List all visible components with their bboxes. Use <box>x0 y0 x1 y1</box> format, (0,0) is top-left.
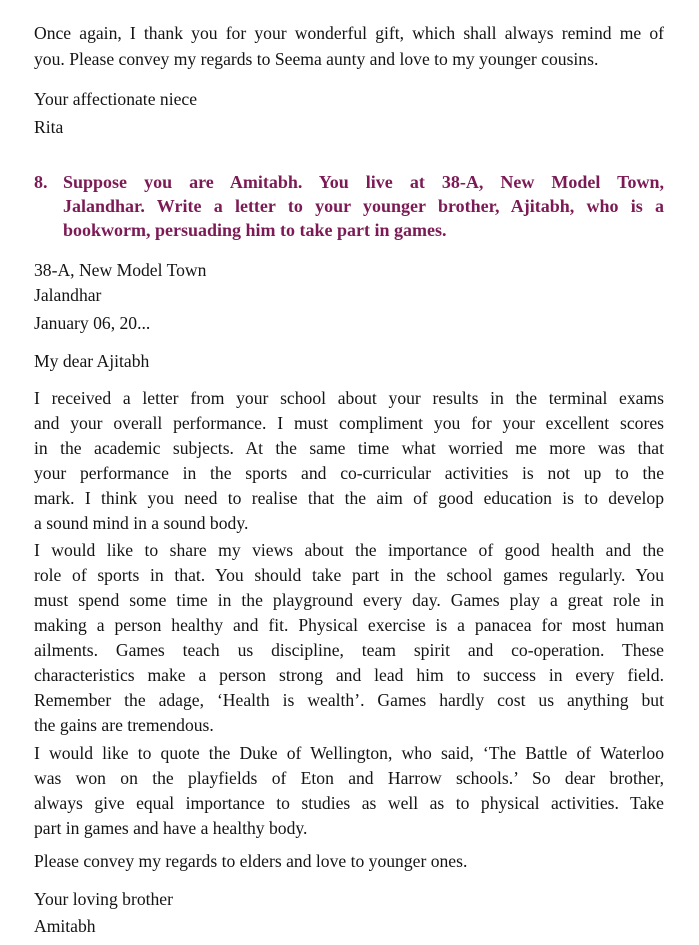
text-line: a sound mind in a sound body. <box>34 513 249 533</box>
text-line: Once again, I thank you for your wonderful gift, which shall always remind me of <box>34 23 664 43</box>
text-line: characteristics make a person strong and lead him to success in every field. <box>34 665 664 685</box>
question-line: bookworm, persuading him to take part in games. <box>63 220 447 240</box>
text-line: ailments. Games teach us discipline, team spirit and co-operation. These <box>34 640 664 660</box>
sender-address-line: Jalandhar <box>34 285 102 305</box>
text-line: I received a letter from your school about your results in the terminal exams <box>34 388 664 408</box>
text-line: and your overall performance. I must compliment you for your excellent scores <box>34 413 664 433</box>
text-line: always give equal importance to studies as well as to physical activities. Take <box>34 793 664 813</box>
text-line: you. Please convey my regards to Seema aunty and love to my younger cousins. <box>34 49 599 69</box>
question-number: 8. <box>34 172 48 192</box>
question-line: Suppose you are Amitabh. You live at 38-A, New Model Town, <box>63 172 664 192</box>
letter-paragraph-4: Please convey my regards to elders and love to younger ones. <box>34 851 468 871</box>
text-line: Remember the adage, ‘Health is wealth’. Games hardly cost us anything but <box>34 690 664 710</box>
text-line: I would like to quote the Duke of Wellington, who said, ‘The Battle of Waterloo <box>34 743 664 763</box>
text-line: mark. I think you need to realise that the aim of good education is to develop <box>34 488 664 508</box>
text-line: was won on the playfields of Eton and Harrow schools.’ So dear brother, <box>34 768 664 788</box>
text-line: part in games and have a healthy body. <box>34 818 308 838</box>
question-line: Jalandhar. Write a letter to your younger brother, Ajitabh, who is a <box>63 196 664 216</box>
letter-date: January 06, 20... <box>34 313 151 333</box>
letter-signoff: Your loving brother <box>34 889 173 909</box>
text-line: in the academic subjects. At the same time what worried me more was that <box>34 438 664 458</box>
letter-salutation: My dear Ajitabh <box>34 351 150 371</box>
text-line: I would like to share my views about the importance of good health and the <box>34 540 664 560</box>
text-line: your performance in the sports and co-curricular activities is not up to the <box>34 463 664 483</box>
text-line: the gains are tremendous. <box>34 715 214 735</box>
letter-signature: Amitabh <box>34 916 96 936</box>
text-line: making a person healthy and fit. Physical exercise is a panacea for most human <box>34 615 664 635</box>
previous-letter-signature: Rita <box>34 117 64 137</box>
text-line: must spend some time in the playground every day. Games play a great role in <box>34 590 664 610</box>
previous-letter-signoff: Your affectionate niece <box>34 89 198 109</box>
sender-address-line: 38-A, New Model Town <box>34 260 207 280</box>
text-line: role of sports in that. You should take part in the school games regularly. You <box>34 565 664 585</box>
